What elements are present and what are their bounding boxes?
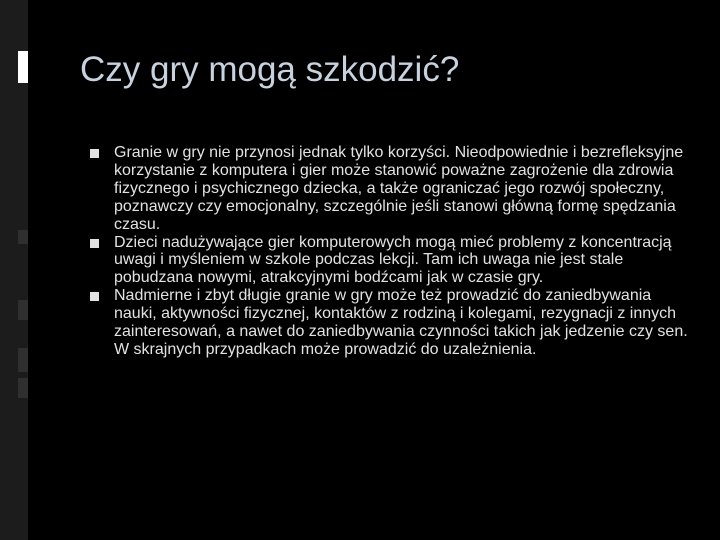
title-marker <box>18 51 28 83</box>
bullet-text: Granie w gry nie przynosi jednak tylko korzyści. Nieodpowiednie i bezrefleksyjne korzystanie z komputera i gier może stanowić poważne zagrożenie dla zdrowia fizycznego i psychicznego dziecka, a także ograniczać jego rozwój społeczny, poznawczy czy emocjonalny, szczególnie jeśli stanowi główną formę spędzania czasu. <box>114 144 684 233</box>
side-decoration-mark <box>18 300 28 320</box>
bullet-text: Nadmierne i zbyt długie granie w gry może też prowadzić do zaniedbywania nauki, aktywności fizycznej, kontaktów z rodziną i kolegami, rezygnacji z innych zainteresowań, a nawet do zaniedbywania czynności takich jak jedzenie czy sen. W skrajnych przypadkach może prowadzić do uzależnienia. <box>114 287 688 358</box>
square-bullet-icon <box>90 292 99 301</box>
side-decoration-mark <box>18 230 28 244</box>
square-bullet-icon <box>90 149 99 158</box>
bullet-text: Dzieci nadużywające gier komputerowych mogą mieć problemy z koncentracją uwagi i myśleniem w szkole podczas lekcji. Tam ich uwaga nie jest stale pobudzana nowymi, atrakcyjnymi bodźcami jak w czasie gry. <box>114 233 672 287</box>
slide-title: Czy gry mogą szkodzić? <box>80 50 460 89</box>
square-bullet-icon <box>90 239 99 248</box>
bullet-item <box>90 287 690 359</box>
side-decoration-mark <box>18 378 28 398</box>
bullet-item <box>90 234 690 288</box>
side-decoration-mark <box>18 348 28 372</box>
bullet-list <box>90 144 690 359</box>
bullet-item <box>90 144 690 234</box>
